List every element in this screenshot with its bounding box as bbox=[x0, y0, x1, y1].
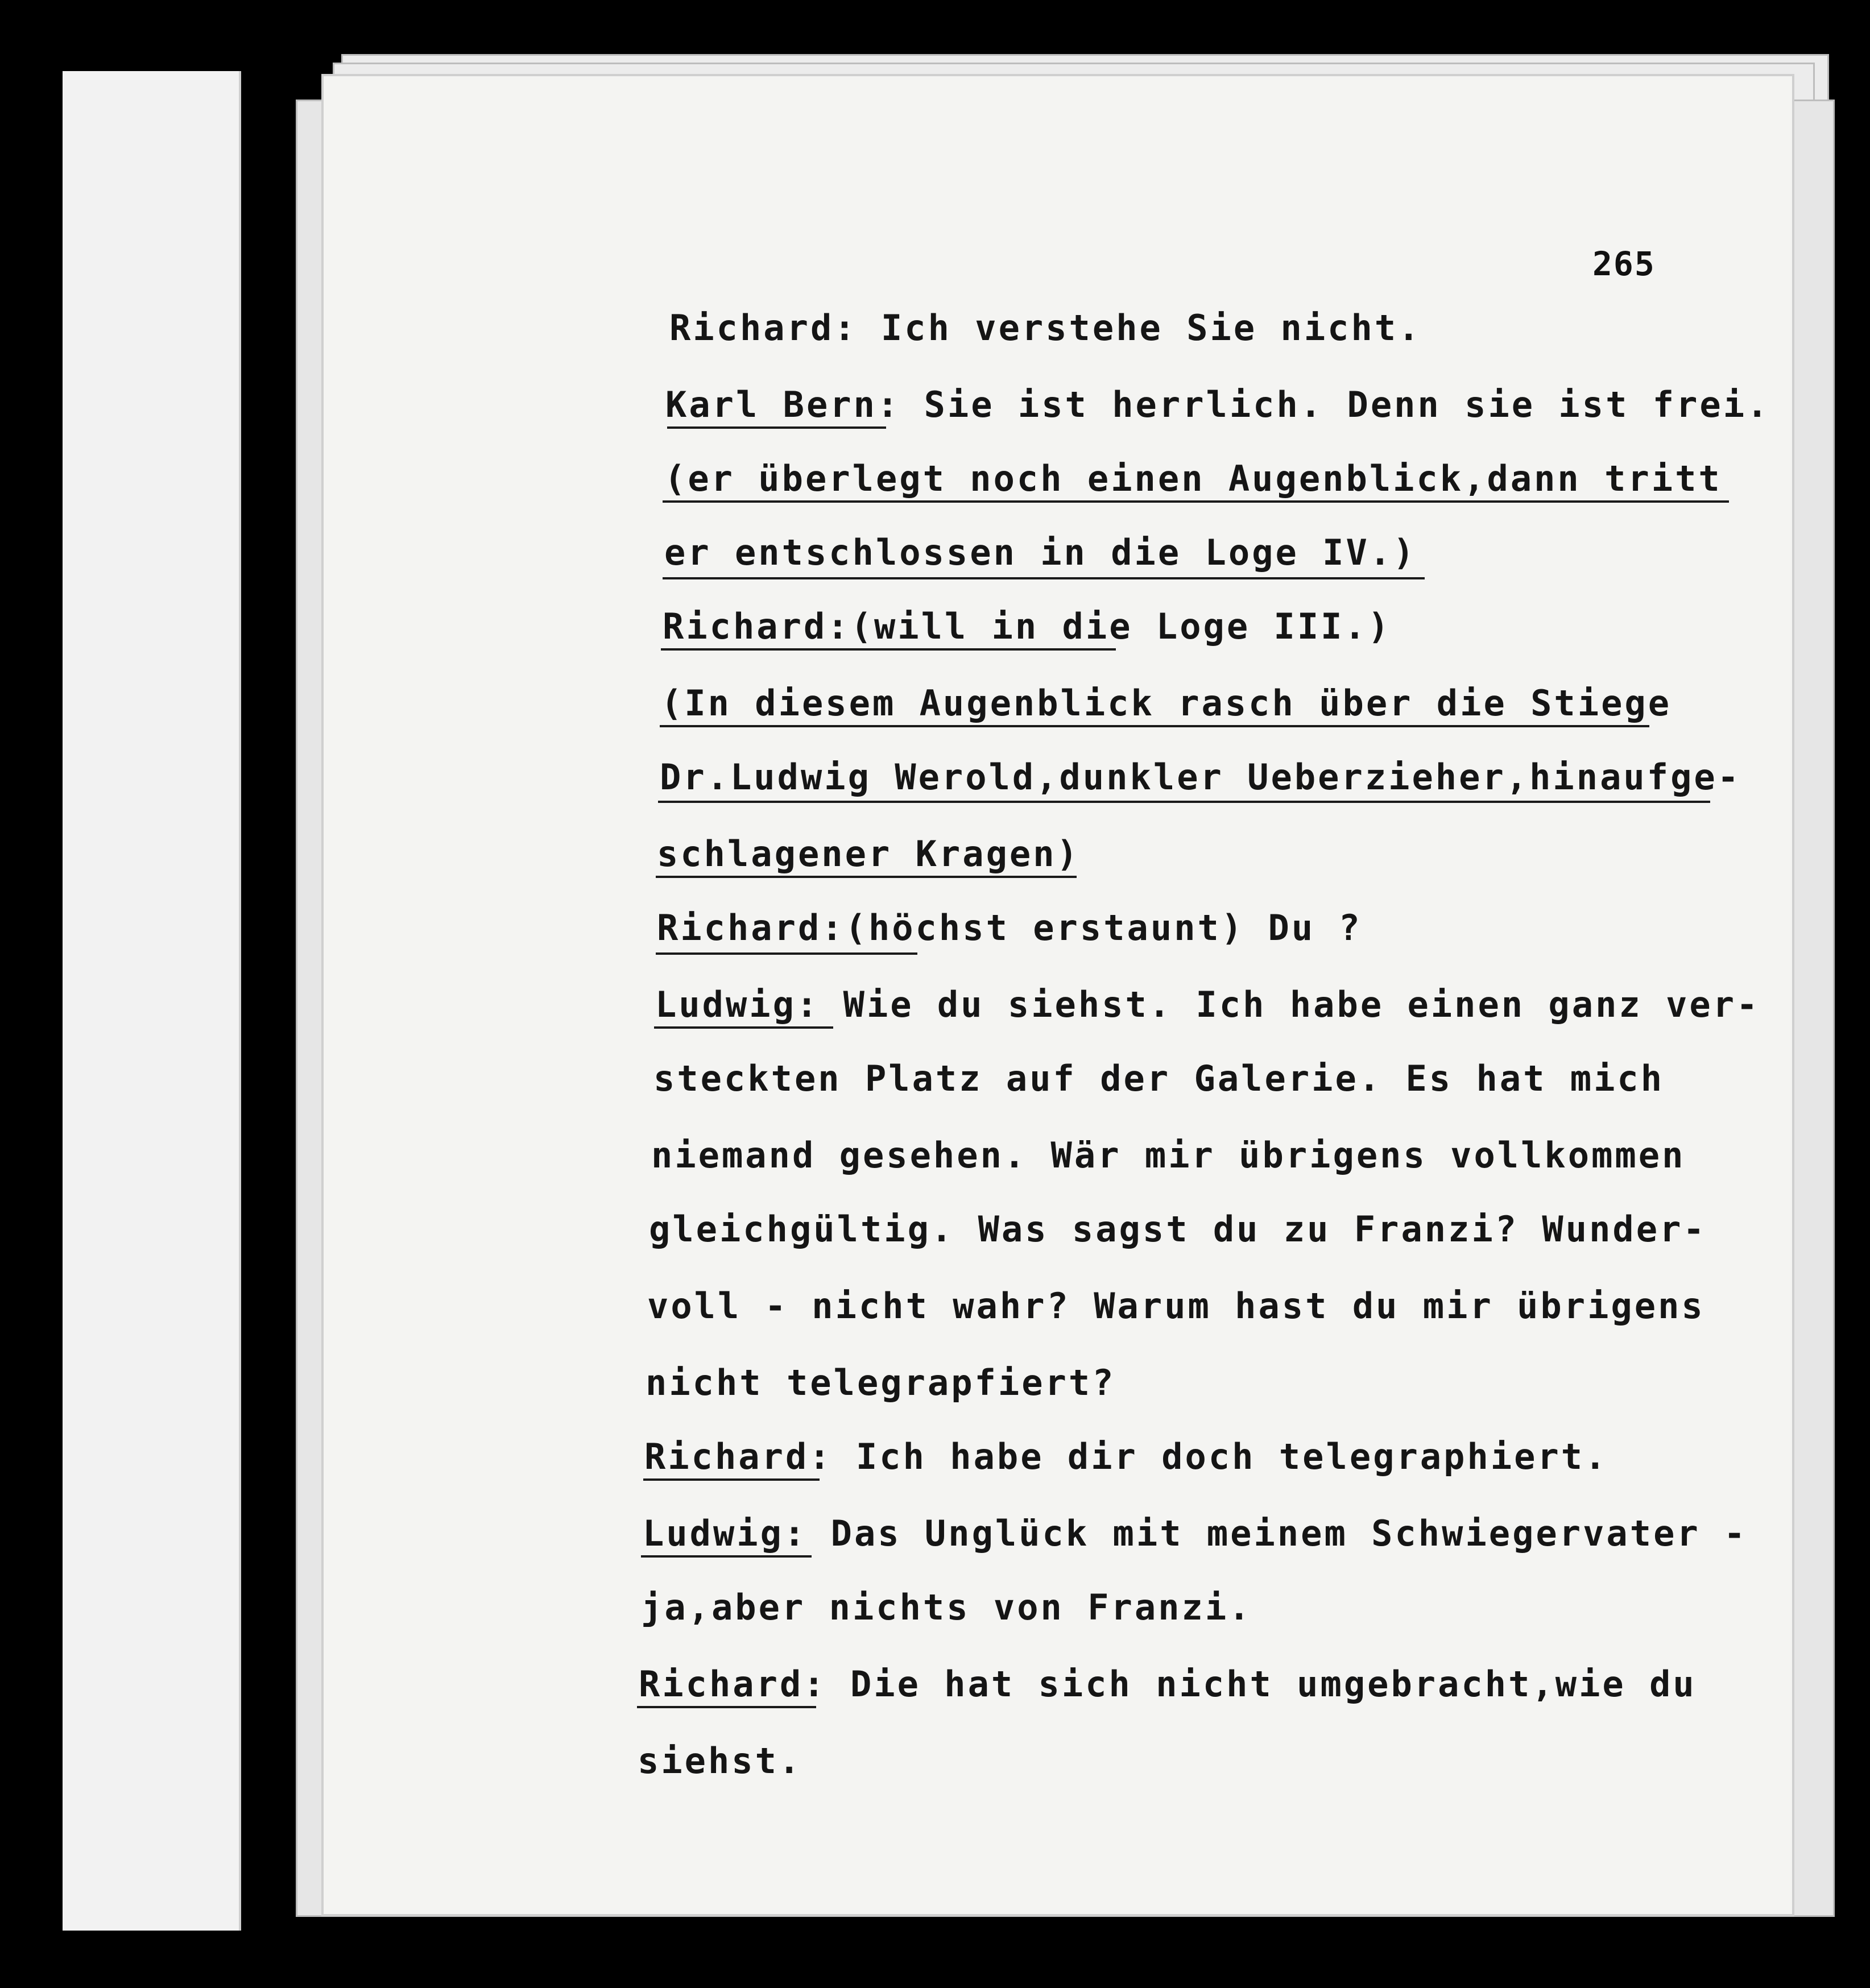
text-line: Dr.Ludwig Werold,dunkler Ueberzieher,hinaufge- bbox=[660, 756, 1741, 798]
text-line: niemand gesehen. Wär mir übrigens vollkommen bbox=[651, 1134, 1686, 1176]
underline bbox=[656, 876, 1077, 878]
text-line: (er überlegt noch einen Augenblick,dann tritt bbox=[664, 458, 1722, 499]
underline bbox=[658, 801, 1710, 803]
text-line: Ludwig: Wie du siehst. Ich habe einen ganz ver- bbox=[655, 984, 1760, 1025]
underline bbox=[656, 952, 917, 955]
text-line: gleichgültig. Was sagst du zu Franzi? Wunder- bbox=[649, 1208, 1707, 1250]
text-line: schlagener Kragen) bbox=[657, 833, 1080, 875]
text-line: Richard:(will in die Loge III.) bbox=[663, 606, 1392, 647]
text-line: Richard:(höchst erstaunt) Du ? bbox=[657, 907, 1362, 949]
text-line: Richard: Ich habe dir doch telegraphiert. bbox=[644, 1436, 1608, 1477]
underline bbox=[667, 426, 886, 429]
underline bbox=[663, 577, 1425, 579]
underline bbox=[637, 1706, 816, 1708]
page-number: 265 bbox=[1592, 245, 1656, 283]
text-line: steckten Platz auf der Galerie. Es hat mich bbox=[653, 1058, 1665, 1099]
text-lines bbox=[321, 74, 1794, 1916]
text-line: (In diesem Augenblick rasch über die Stiege bbox=[661, 682, 1672, 724]
underline bbox=[654, 1026, 833, 1029]
text-line: Ludwig: Das Unglück mit meinem Schwiegervater - bbox=[643, 1513, 1748, 1554]
underline bbox=[643, 1478, 820, 1481]
text-line: nicht telegrapfiert? bbox=[646, 1362, 1116, 1403]
underline bbox=[661, 648, 1116, 651]
underline bbox=[641, 1555, 812, 1558]
text-line: Richard: Ich verstehe Sie nicht. bbox=[669, 307, 1422, 349]
text-line: siehst. bbox=[638, 1740, 802, 1782]
typescript-page bbox=[321, 74, 1794, 1916]
text-line: er entschlossen in die Loge IV.) bbox=[664, 532, 1417, 573]
text-line: ja,aber nichts von Franzi. bbox=[641, 1587, 1252, 1628]
left-adjacent-page bbox=[63, 71, 241, 1931]
underline bbox=[663, 500, 1729, 503]
text-line: Karl Bern: Sie ist herrlich. Denn sie ist frei. bbox=[665, 384, 1770, 425]
text-line: voll - nicht wahr? Warum hast du mir übrigens bbox=[647, 1285, 1705, 1327]
text-line: Richard: Die hat sich nicht umgebracht,wie du bbox=[639, 1663, 1697, 1705]
underline bbox=[660, 725, 1649, 727]
